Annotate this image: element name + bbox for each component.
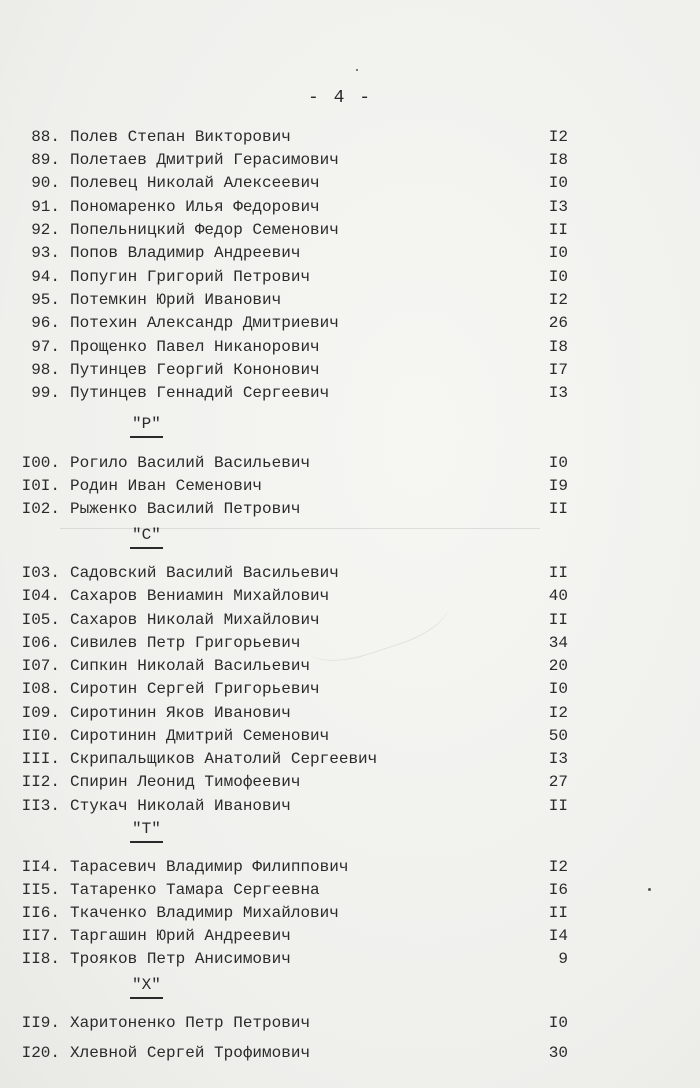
entry-quantity: 20	[548, 657, 568, 675]
list-item	[0, 172, 700, 194]
list-item	[0, 336, 700, 358]
entry-number: 93.	[31, 244, 60, 262]
entry-number: 88.	[31, 128, 60, 146]
entry-number: I09.	[21, 704, 60, 722]
list-item	[0, 1012, 700, 1034]
list-item	[0, 948, 700, 970]
person-name: Сиротинин Яков Иванович	[70, 704, 291, 722]
entry-number: I06.	[21, 634, 60, 652]
entry-quantity: II	[548, 797, 568, 815]
entry-number: 90.	[31, 174, 60, 192]
person-name: Татаренко Тамара Сергеевна	[70, 881, 320, 899]
section-letter-heading: "Р"	[130, 413, 163, 438]
list-item	[0, 562, 700, 584]
entry-quantity: I0	[548, 680, 568, 698]
person-name: Полетаев Дмитрий Герасимович	[70, 151, 339, 169]
person-name: Рогило Василий Васильевич	[70, 454, 311, 472]
list-item	[0, 359, 700, 381]
list-item	[0, 266, 700, 288]
entry-number: I08.	[21, 680, 60, 698]
list-item	[0, 126, 700, 148]
section-letter-heading: "Т"	[130, 818, 163, 843]
entry-number: II0.	[21, 727, 60, 745]
person-name: Таргашин Юрий Андреевич	[70, 927, 291, 945]
entry-number: II3.	[21, 797, 60, 815]
entry-number: II5.	[21, 881, 60, 899]
list-item	[0, 312, 700, 334]
entry-number: II9.	[21, 1014, 60, 1032]
entry-quantity: I4	[548, 927, 568, 945]
person-name: Попов Владимир Андреевич	[70, 244, 301, 262]
entry-quantity: II	[548, 500, 568, 518]
person-name: Рыженко Василий Петрович	[70, 500, 301, 518]
list-item	[0, 879, 700, 901]
entry-number: 97.	[31, 338, 60, 356]
entry-quantity: I3	[548, 750, 568, 768]
entry-quantity: I0	[548, 244, 568, 262]
entry-quantity: 27	[548, 773, 568, 791]
entry-quantity: I0	[548, 268, 568, 286]
list-item	[0, 289, 700, 311]
entry-quantity: I0	[548, 1014, 568, 1032]
person-name: Сахаров Николай Михайлович	[70, 611, 320, 629]
entry-quantity: II	[548, 564, 568, 582]
person-name: Сивилев Петр Григорьевич	[70, 634, 301, 652]
speck-mark	[648, 888, 651, 891]
entry-number: I0I.	[21, 477, 60, 495]
person-name: Попельницкий Федор Семенович	[70, 221, 339, 239]
list-item	[0, 242, 700, 264]
person-name: Прощенко Павел Никанорович	[70, 338, 320, 356]
person-name: Полевец Николай Алексеевич	[70, 174, 320, 192]
entry-quantity: I7	[548, 361, 568, 379]
person-name: Ткаченко Владимир Михайлович	[70, 904, 339, 922]
entry-number: I20.	[21, 1044, 60, 1062]
person-name: Хлевной Сергей Трофимович	[70, 1044, 311, 1062]
entry-quantity: II	[548, 611, 568, 629]
person-name: Сиротинин Дмитрий Семенович	[70, 727, 330, 745]
person-name: Тарасевич Владимир Филиппович	[70, 858, 349, 876]
entry-quantity: I6	[548, 881, 568, 899]
entry-quantity: 34	[548, 634, 568, 652]
entry-quantity: I3	[548, 198, 568, 216]
person-name: Трояков Петр Анисимович	[70, 950, 291, 968]
entry-number: 95.	[31, 291, 60, 309]
list-item	[0, 585, 700, 607]
list-item	[0, 902, 700, 924]
entry-quantity: 9	[558, 950, 568, 968]
entry-quantity: I9	[548, 477, 568, 495]
page-number: - 4 -	[308, 88, 373, 108]
entry-number: II6.	[21, 904, 60, 922]
list-item	[0, 149, 700, 171]
person-name: Путинцев Геннадий Сергеевич	[70, 384, 330, 402]
list-item	[0, 382, 700, 404]
entry-quantity: I2	[548, 128, 568, 146]
list-item	[0, 771, 700, 793]
list-item	[0, 219, 700, 241]
person-name: Стукач Николай Иванович	[70, 797, 291, 815]
entry-quantity: 40	[548, 587, 568, 605]
person-name: Спирин Леонид Тимофеевич	[70, 773, 301, 791]
entry-number: I04.	[21, 587, 60, 605]
list-item	[0, 655, 700, 677]
entry-number: 92.	[31, 221, 60, 239]
person-name: Полев Степан Викторович	[70, 128, 291, 146]
person-name: Сипкин Николай Васильевич	[70, 657, 311, 675]
entry-quantity: I0	[548, 454, 568, 472]
entry-quantity: I2	[548, 704, 568, 722]
list-item	[0, 748, 700, 770]
list-item	[0, 632, 700, 654]
entry-quantity: I8	[548, 338, 568, 356]
entry-number: II8.	[21, 950, 60, 968]
list-item	[0, 498, 700, 520]
entry-quantity: I0	[548, 174, 568, 192]
person-name: Попугин Григорий Петрович	[70, 268, 311, 286]
entry-quantity: 30	[548, 1044, 568, 1062]
entry-number: 89.	[31, 151, 60, 169]
entry-quantity: I3	[548, 384, 568, 402]
entry-quantity: I2	[548, 291, 568, 309]
list-item	[0, 725, 700, 747]
person-name: Пономаренко Илья Федорович	[70, 198, 320, 216]
entry-number: 98.	[31, 361, 60, 379]
list-item	[0, 475, 700, 497]
entry-number: 94.	[31, 268, 60, 286]
section-letter-heading: "Х"	[130, 974, 163, 999]
person-name: Потемкин Юрий Иванович	[70, 291, 282, 309]
entry-quantity: I2	[548, 858, 568, 876]
entry-quantity: II	[548, 221, 568, 239]
section-letter-heading: "С"	[130, 524, 163, 549]
entry-number: II2.	[21, 773, 60, 791]
entry-number: 91.	[31, 198, 60, 216]
person-name: Садовский Василий Васильевич	[70, 564, 339, 582]
entry-number: 96.	[31, 314, 60, 332]
speck-mark	[356, 69, 358, 71]
entry-quantity: 26	[548, 314, 568, 332]
person-name: Потехин Александр Дмитриевич	[70, 314, 339, 332]
list-item	[0, 609, 700, 631]
entry-quantity: 50	[548, 727, 568, 745]
list-item	[0, 196, 700, 218]
person-name: Путинцев Георгий Кононович	[70, 361, 320, 379]
entry-number: I03.	[21, 564, 60, 582]
list-item	[0, 452, 700, 474]
person-name: Скрипальщиков Анатолий Сергеевич	[70, 750, 378, 768]
list-item	[0, 702, 700, 724]
person-name: Харитоненко Петр Петрович	[70, 1014, 311, 1032]
list-item	[0, 925, 700, 947]
list-item	[0, 856, 700, 878]
list-item	[0, 678, 700, 700]
entry-number: I07.	[21, 657, 60, 675]
entry-number: II7.	[21, 927, 60, 945]
entry-quantity: II	[548, 904, 568, 922]
person-name: Сахаров Вениамин Михайлович	[70, 587, 330, 605]
entry-quantity: I8	[548, 151, 568, 169]
person-name: Родин Иван Семенович	[70, 477, 263, 495]
entry-number: I05.	[21, 611, 60, 629]
entry-number: 99.	[31, 384, 60, 402]
list-item	[0, 795, 700, 817]
entry-number: I00.	[21, 454, 60, 472]
entry-number: III.	[21, 750, 60, 768]
entry-number: II4.	[21, 858, 60, 876]
person-name: Сиротин Сергей Григорьевич	[70, 680, 320, 698]
entry-number: I02.	[21, 500, 60, 518]
list-item	[0, 1042, 700, 1064]
